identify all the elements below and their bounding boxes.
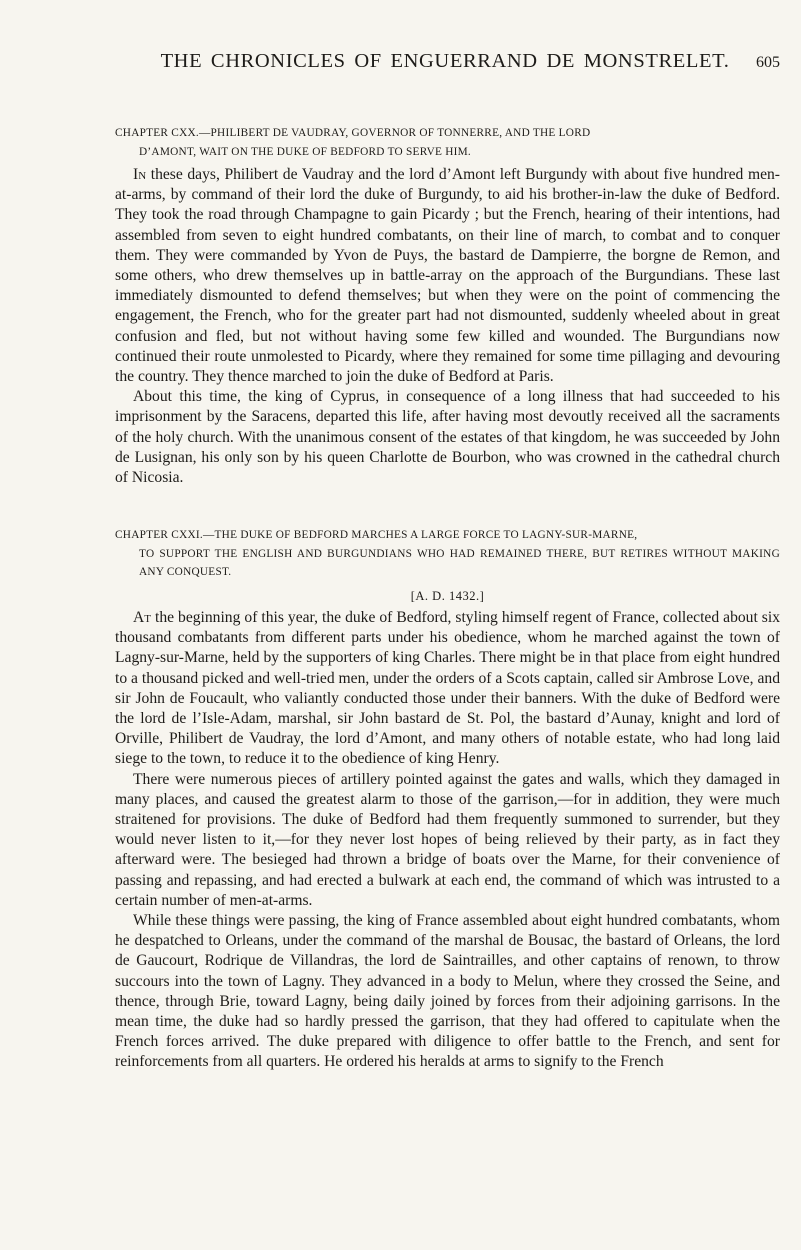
paragraph-lead: In: [133, 166, 147, 183]
chapter-heading-cxxi: [115, 526, 780, 582]
chapter-heading-line: CHAPTER CXXI.—THE DUKE OF BEDFORD MARCHES A LARGE FORCE TO LAGNY-SUR-MARNE,: [115, 529, 638, 542]
section-gap: [115, 488, 780, 526]
page-body: [115, 124, 780, 1073]
page-number: 605: [756, 54, 780, 71]
paragraph: While these things were passing, the king of France assembled about eight hundred combatants, whom he despatched to Orleans, under the command of the marshal de Bousac, the bastard of Orleans, the lord de Gaucourt, Rodrique de Villandras, the lord de Saintrailles, and other captains of renown, to throw succours into the town of Lagny. They advanced in a body to Melun, where they crossed the Seine, and thence, through Brie, toward Lagny, being daily joined by forces from their adjoining garrisons. In the mean time, the duke had so hardly pressed the garrison, that they had offered to capitulate when the French forces arrived. The duke prepared with diligence to offer battle to the French, and sent for reinforcements from all quarters. He ordered his heralds at arms to signify to the French: [115, 912, 780, 1071]
paragraph-text: the beginning of this year, the duke of Bedford, styling himself regent of France, collected about six thousand combatants from different parts under his obedience, whom he marched against the town of Lagny-sur-Marne, held by the supporters of king Charles. There might be in that place from eight hundred to a thousand picked and well-tried men, under the orders of a Scots captain, called sir Ambrose Love, and sir John de Foucault, who valiantly conducted those under their banners. With the duke of Bedford were the lord de l’Isle-Adam, marshal, sir John bastard de St. Pol, the bastard d’Aunay, knight and lord of Orville, Philibert de Vaudray, the lord d’Amont, and many others of notable estate, who had long laid siege to the town, to reduce it to the obedience of king Henry.: [115, 608, 780, 768]
chapter-heading-cxx: [115, 124, 780, 161]
paragraph: [115, 165, 780, 387]
paragraph-text: these days, Philibert de Vaudray and the lord d’Amont left Burgundy with about five hundred men-at-arms, by command of their lord the duke of Burgundy, to aid his brother-in-law the duke of Bedford. They took the road through Champagne to gain Picardy ; but the French, hearing of their intentions, had assembled from seven to eight hundred combatants, on their line of march, to combat and to conquer them. They were commanded by Yvon de Puys, the bastard de Dampierre, the borgne de Remon, and some others, who drew themselves up in battle-array on the approach of the Burgundians. These last immediately dismounted to defend themselves; but when they were on the point of commencing the engagement, the French, who for the greater part had not dismounted, suddenly wheeled about in great confusion and fled, but not without having some few killed and wounded. The Burgundians now continued their route unmolested to Picardy, where they remained for some time pillaging and devouring the country. They thence marched to join the duke of Bedford at Paris.: [115, 166, 780, 386]
paragraph: [115, 608, 780, 770]
chapter-heading-line: CHAPTER CXX.—PHILIBERT DE VAUDRAY, GOVERNOR OF TONNERRE, AND THE LORD: [115, 127, 591, 139]
paragraph: There were numerous pieces of artillery pointed against the gates and walls, which they damaged in many places, and caused the greatest alarm to those of the garrison,—for in addition, they were much straitened for provisions. The duke of Bedford had them frequently summoned to surrender, but they would never listen to it,—for they never lost hopes of being relieved by their party, as in fact they afterward were. The besieged had thrown a bridge of boats over the Marne, for their convenience of passing and repassing, and had erected a bulwark at each end, the command of which was intrusted to a certain number of men-at-arms.: [115, 770, 780, 909]
paragraph-lead: At: [133, 608, 151, 626]
chapter-date: [A. D. 1432.]: [410, 588, 485, 603]
running-title: THE CHRONICLES OF ENGUERRAND DE MONSTRELET.: [160, 50, 730, 72]
chapter-heading-continuation: D’AMONT, WAIT ON THE DUKE OF BEDFORD TO SERVE HIM.: [139, 145, 471, 158]
chapter-heading-continuation: TO SUPPORT THE ENGLISH AND BURGUNDIANS WHO HAD REMAINED THERE, BUT RETIRES WITHOUT MAKING ANY CONQUEST.: [139, 547, 780, 579]
paragraph: About this time, the king of Cyprus, in consequence of a long illness that had succeeded to his imprisonment by the Saracens, departed this life, after having most devoutly received all the sacraments of the holy church. With the unanimous consent of the estates of that kingdom, he was succeeded by John de Lusignan, his only son by his queen Charlotte de Bourbon, who was crowned in the cathedral church of Nicosia.: [115, 388, 780, 487]
running-head: [150, 50, 780, 73]
